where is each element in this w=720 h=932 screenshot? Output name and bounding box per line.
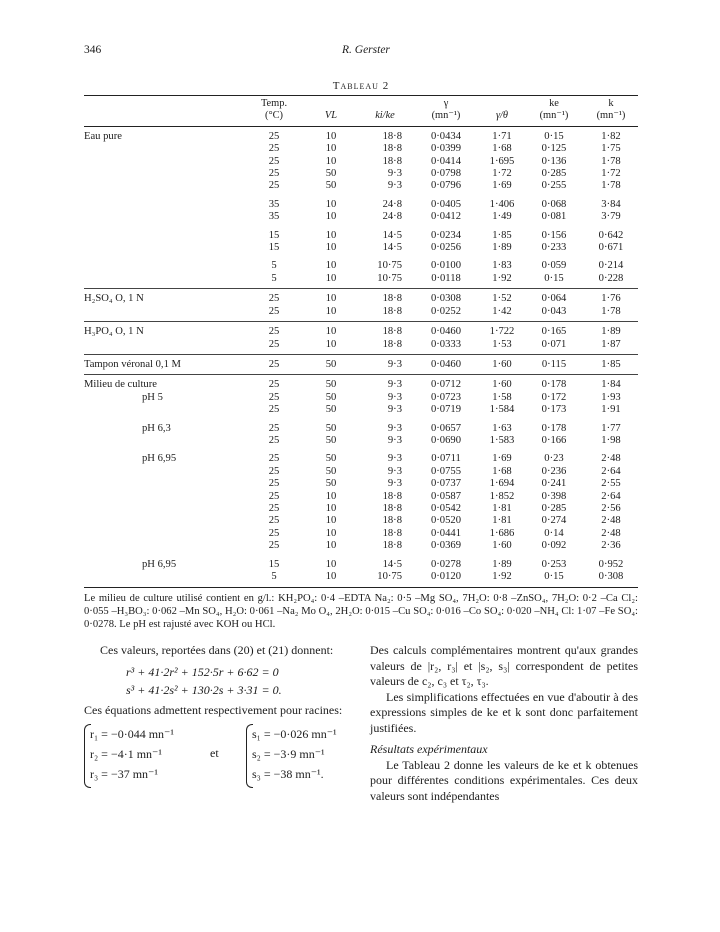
- section-title: Résultats expérimentaux: [370, 742, 488, 756]
- ratio-cell: 24·8: [382, 211, 402, 223]
- vl-cell: 10: [325, 293, 337, 305]
- sub-label: pH 5: [142, 391, 163, 403]
- vl-header: VL: [324, 110, 338, 122]
- ratio-cell: 24·8: [382, 198, 402, 210]
- gamma-theta-cell: 1·60: [492, 358, 512, 370]
- k-unit: (mn⁻¹): [596, 110, 626, 122]
- ratio-cell: 9·3: [387, 379, 402, 391]
- k-header: k: [608, 98, 614, 109]
- k-cell: 2·36: [601, 540, 621, 552]
- group-label: H₃PO₄ O, 1 N: [84, 326, 144, 338]
- group-label: Milieu de culture: [84, 379, 157, 391]
- temp-cell: 25: [268, 293, 280, 305]
- k-cell: 2·48: [601, 515, 621, 527]
- ratio-cell: 18·8: [382, 293, 402, 305]
- k-cell: 3·79: [601, 211, 621, 223]
- table-row: [84, 435, 638, 447]
- r2-root: r₂ = −4·1 mn⁻¹: [90, 747, 162, 761]
- ratio-cell: 9·3: [387, 404, 402, 416]
- temp-cell: 25: [268, 338, 280, 350]
- vl-cell: 10: [325, 305, 337, 317]
- ke-cell: 0·125: [541, 143, 567, 155]
- k-cell: 0·642: [598, 229, 624, 241]
- temp-cell: 25: [268, 502, 280, 514]
- vl-cell: 10: [325, 338, 337, 350]
- k-cell: 1·75: [601, 143, 621, 155]
- table-row: [84, 339, 638, 351]
- ke-cell: 0·136: [541, 155, 567, 167]
- k-cell: 1·78: [601, 305, 621, 317]
- page-header: [0, 44, 720, 60]
- gamma-theta-cell: 1·53: [492, 338, 512, 350]
- equation-s: s³ + 41·2s² + 130·2s + 3·31 = 0.: [126, 683, 282, 697]
- ratio-header: ki/ke: [375, 110, 395, 122]
- gamma-cell: 0·0542: [430, 502, 461, 514]
- k-cell: 1·98: [601, 434, 621, 446]
- data-table: [84, 98, 638, 588]
- k-cell: 3·84: [601, 198, 621, 210]
- k-cell: 1·72: [601, 168, 621, 180]
- ke-cell: 0·064: [541, 293, 567, 305]
- k-cell: 1·76: [601, 293, 621, 305]
- table-row: [84, 143, 638, 155]
- ke-cell: 0·15: [544, 272, 564, 284]
- s2-root: s₂ = −3·9 mn⁻¹: [252, 747, 325, 761]
- ratio-cell: 9·3: [387, 453, 402, 465]
- table-footnote: Le milieu de culture utilisé contient en g/l.: KH₂PO₄: 0·4 –EDTA Na₂: 0·5 –Mg SO₄, 7H₂O: 0·8 –ZnSO₄, 7H₂O: 0·2 –Ca Cl₂: 0·055 –H₃BO₃: 0·062 –Mn SO₄, H₂O: 0·061 –Na₂ Mo O₄, 2H₂O: 0·015 –Cu SO₄: 0·016 –Co SO₄: 0·020 –NH₄ Cl: 1·07 –Fe SO₄: 0·0278. Le pH est rajusté avec KOH ou HCl.: [84, 593, 638, 630]
- ratio-cell: 10·75: [377, 272, 402, 284]
- gamma-cell: 0·0737: [430, 478, 461, 490]
- gamma-unit: (mn⁻¹): [431, 110, 461, 122]
- ke-header: ke: [549, 98, 559, 109]
- vl-cell: 10: [325, 143, 337, 155]
- gamma-theta-cell: 1·63: [492, 422, 512, 434]
- vl-cell: 10: [325, 260, 337, 272]
- gamma-cell: 0·0308: [430, 293, 461, 305]
- gamma-cell: 0·0690: [430, 434, 461, 446]
- k-cell: 0·308: [598, 571, 624, 582]
- temp-cell: 5: [271, 571, 277, 582]
- temp-cell: 5: [271, 272, 277, 284]
- k-cell: 1·78: [601, 180, 621, 192]
- temp-cell: 25: [268, 465, 280, 477]
- ke-cell: 0·253: [541, 558, 567, 570]
- k-cell: 2·64: [601, 490, 621, 502]
- temp-cell: 25: [268, 490, 280, 502]
- table-row: [84, 131, 638, 143]
- temp-cell: 25: [268, 168, 280, 180]
- gamma-cell: 0·0434: [430, 130, 461, 142]
- ratio-cell: 14·5: [382, 242, 402, 254]
- gamma-cell: 0·0796: [430, 180, 461, 192]
- gamma-theta-cell: 1·695: [489, 155, 515, 167]
- table-row: [84, 168, 638, 180]
- gamma-theta-cell: 1·72: [492, 168, 512, 180]
- ke-cell: 0·274: [541, 515, 567, 527]
- ratio-cell: 18·8: [382, 502, 402, 514]
- temp-cell: 25: [268, 326, 280, 338]
- ke-cell: 0·115: [541, 358, 567, 370]
- s3-root: s₃ = −38 mn⁻¹.: [252, 767, 324, 781]
- intro-paragraph: Ces valeurs, reportées dans (20) et (21) donnent:: [100, 643, 334, 657]
- gamma-cell: 0·0520: [430, 515, 461, 527]
- k-cell: 0·228: [598, 272, 624, 284]
- sub-label: pH 6,3: [142, 422, 171, 434]
- gamma-theta-cell: 1·406: [489, 198, 515, 210]
- header-row-1: [84, 98, 638, 110]
- ke-cell: 0·173: [541, 404, 567, 416]
- gamma-header: γ: [443, 98, 449, 109]
- temp-cell: 35: [268, 198, 280, 210]
- gamma-cell: 0·0369: [430, 540, 461, 552]
- vl-cell: 50: [325, 465, 337, 477]
- ratio-cell: 18·8: [382, 130, 402, 142]
- temp-header: Temp.: [260, 98, 288, 109]
- table-row: [84, 273, 638, 285]
- table-row: [84, 326, 638, 338]
- gamma-cell: 0·0587: [430, 490, 461, 502]
- table-row: [84, 453, 638, 465]
- gamma-theta-cell: 1·89: [492, 242, 512, 254]
- ratio-cell: 9·3: [387, 168, 402, 180]
- vl-cell: 10: [325, 242, 337, 254]
- temp-unit: (°C): [264, 110, 283, 122]
- vl-cell: 10: [325, 272, 337, 284]
- vl-cell: 10: [325, 211, 337, 223]
- vl-cell: 50: [325, 478, 337, 490]
- table-row: [84, 211, 638, 223]
- gamma-theta-header: γ/θ: [495, 110, 509, 122]
- table-row: [84, 404, 638, 416]
- paragraph-3: Le Tableau 2 donne les valeurs de ke et k obtenues pour différentes conditions expérimentales. Ces deux valeurs sont indépendantes: [370, 757, 638, 803]
- ratio-cell: 9·3: [387, 465, 402, 477]
- gamma-theta-cell: 1·92: [492, 571, 512, 582]
- vl-cell: 10: [325, 515, 337, 527]
- vl-cell: 50: [325, 434, 337, 446]
- vl-cell: 10: [325, 571, 337, 582]
- group-label: H₂SO₄ O, 1 N: [84, 293, 144, 305]
- k-cell: 1·84: [601, 379, 621, 391]
- k-cell: 1·93: [601, 391, 621, 403]
- gamma-cell: 0·0405: [430, 198, 461, 210]
- k-cell: 1·91: [601, 404, 621, 416]
- k-cell: 1·85: [601, 358, 621, 370]
- sub-label: pH 6,95: [142, 453, 177, 465]
- temp-cell: 25: [268, 358, 280, 370]
- gamma-theta-cell: 1·852: [489, 490, 515, 502]
- table-row: [84, 571, 638, 583]
- k-cell: 2·55: [601, 478, 621, 490]
- table-row: [84, 466, 638, 478]
- vl-cell: 10: [325, 527, 337, 539]
- table-row: [84, 180, 638, 192]
- gamma-cell: 0·0118: [431, 272, 461, 284]
- gamma-theta-cell: 1·584: [489, 404, 515, 416]
- gamma-theta-cell: 1·85: [492, 229, 512, 241]
- ratio-cell: 9·3: [387, 180, 402, 192]
- ratio-cell: 14·5: [382, 558, 402, 570]
- table-row: [84, 379, 638, 391]
- vl-cell: 10: [325, 229, 337, 241]
- page-number: 346: [84, 44, 102, 56]
- gamma-cell: 0·0252: [430, 305, 461, 317]
- ratio-cell: 18·8: [382, 326, 402, 338]
- k-cell: 0·214: [598, 260, 624, 272]
- ke-cell: 0·071: [541, 338, 567, 350]
- table-row: [84, 491, 638, 503]
- gamma-cell: 0·0657: [430, 422, 461, 434]
- table-row: [84, 199, 638, 211]
- ke-cell: 0·043: [541, 305, 567, 317]
- gamma-theta-cell: 1·68: [492, 143, 512, 155]
- vl-cell: 50: [325, 168, 337, 180]
- gamma-theta-cell: 1·81: [492, 502, 512, 514]
- vl-cell: 10: [325, 326, 337, 338]
- ke-cell: 0·178: [541, 379, 567, 391]
- gamma-theta-cell: 1·60: [492, 540, 512, 552]
- ke-cell: 0·233: [541, 242, 567, 254]
- k-cell: 2·56: [601, 502, 621, 514]
- gamma-cell: 0·0441: [430, 527, 461, 539]
- temp-cell: 25: [268, 478, 280, 490]
- gamma-cell: 0·0798: [430, 168, 461, 180]
- gamma-theta-cell: 1·58: [492, 391, 512, 403]
- table-row: [84, 423, 638, 435]
- temp-cell: 25: [268, 143, 280, 155]
- temp-cell: 35: [268, 211, 280, 223]
- gamma-theta-cell: 1·583: [489, 434, 515, 446]
- temp-cell: 25: [268, 540, 280, 552]
- vl-cell: 10: [325, 502, 337, 514]
- table-row: [84, 478, 638, 490]
- gamma-cell: 0·0460: [430, 326, 461, 338]
- roots-intro: Ces équations admettent respectivement pour racines:: [84, 702, 343, 717]
- gamma-theta-cell: 1·69: [492, 180, 512, 192]
- gamma-cell: 0·0414: [430, 155, 461, 167]
- paragraph-2: Les simplifications effectuées en vue d'aboutir à des expressions simples de ke et k sont donc parfaitement justifiées.: [370, 689, 638, 735]
- table-row: [84, 515, 638, 527]
- gamma-cell: 0·0719: [430, 404, 461, 416]
- gamma-theta-cell: 1·49: [492, 211, 512, 223]
- ratio-cell: 18·8: [382, 490, 402, 502]
- table-row: [84, 306, 638, 318]
- ratio-cell: 18·8: [382, 527, 402, 539]
- temp-cell: 15: [268, 229, 280, 241]
- ke-cell: 0·398: [541, 490, 567, 502]
- left-column: [84, 643, 352, 790]
- temp-cell: 25: [268, 404, 280, 416]
- gamma-cell: 0·0120: [430, 571, 461, 582]
- gamma-theta-cell: 1·69: [492, 453, 512, 465]
- gamma-theta-cell: 1·722: [489, 326, 515, 338]
- ke-cell: 0·166: [541, 434, 567, 446]
- ke-cell: 0·178: [541, 422, 567, 434]
- ke-cell: 0·14: [544, 527, 564, 539]
- temp-cell: 25: [268, 155, 280, 167]
- gamma-theta-cell: 1·60: [492, 379, 512, 391]
- table-row: [84, 230, 638, 242]
- ke-cell: 0·081: [541, 211, 567, 223]
- temp-cell: 15: [268, 242, 280, 254]
- vl-cell: 50: [325, 391, 337, 403]
- temp-cell: 15: [268, 558, 280, 570]
- k-cell: 1·89: [601, 326, 621, 338]
- k-cell: 2·48: [601, 453, 621, 465]
- ke-cell: 0·23: [544, 453, 564, 465]
- group-label: Tampon véronal 0,1 M: [84, 358, 181, 370]
- ke-cell: 0·236: [541, 465, 567, 477]
- ratio-cell: 18·8: [382, 305, 402, 317]
- ratio-cell: 18·8: [382, 143, 402, 155]
- temp-cell: 25: [268, 434, 280, 446]
- table-row: [84, 540, 638, 552]
- vl-cell: 10: [325, 130, 337, 142]
- ratio-cell: 18·8: [382, 338, 402, 350]
- gamma-cell: 0·0333: [430, 338, 461, 350]
- temp-cell: 25: [268, 391, 280, 403]
- gamma-cell: 0·0712: [430, 379, 461, 391]
- ke-cell: 0·285: [541, 502, 567, 514]
- gamma-cell: 0·0755: [430, 465, 461, 477]
- r-roots: [90, 724, 174, 784]
- group-label: Eau pure: [84, 130, 122, 142]
- table-row: [84, 392, 638, 404]
- gamma-cell: 0·0278: [430, 558, 461, 570]
- table-row: [84, 260, 638, 272]
- k-cell: 0·952: [598, 558, 624, 570]
- vl-cell: 10: [325, 540, 337, 552]
- gamma-theta-cell: 1·52: [492, 293, 512, 305]
- ke-cell: 0·059: [541, 260, 567, 272]
- ke-cell: 0·156: [541, 229, 567, 241]
- ke-cell: 0·15: [544, 130, 564, 142]
- vl-cell: 50: [325, 358, 337, 370]
- vl-cell: 10: [325, 558, 337, 570]
- gamma-cell: 0·0711: [431, 453, 461, 465]
- k-cell: 2·64: [601, 465, 621, 477]
- k-cell: 0·671: [598, 242, 624, 254]
- s1-root: s₁ = −0·026 mn⁻¹: [252, 727, 337, 741]
- gamma-theta-cell: 1·81: [492, 515, 512, 527]
- table-row: [84, 528, 638, 540]
- temp-cell: 25: [268, 515, 280, 527]
- gamma-cell: 0·0460: [430, 358, 461, 370]
- gamma-cell: 0·0100: [430, 260, 461, 272]
- temp-cell: 25: [268, 453, 280, 465]
- running-author: R. Gerster: [342, 44, 390, 56]
- ratio-cell: 10·75: [377, 571, 402, 582]
- temp-cell: 25: [268, 130, 280, 142]
- temp-cell: 25: [268, 527, 280, 539]
- vl-cell: 50: [325, 453, 337, 465]
- table-row: [84, 359, 638, 371]
- ke-cell: 0·068: [541, 198, 567, 210]
- sub-label: pH 6,95: [142, 558, 177, 570]
- table-row: [84, 559, 638, 571]
- table-row: [84, 503, 638, 515]
- k-cell: 2·48: [601, 527, 621, 539]
- vl-cell: 10: [325, 198, 337, 210]
- ratio-cell: 9·3: [387, 434, 402, 446]
- ratio-cell: 9·3: [387, 391, 402, 403]
- vl-cell: 50: [325, 379, 337, 391]
- ratio-cell: 18·8: [382, 540, 402, 552]
- ke-cell: 0·241: [541, 478, 567, 490]
- roots-block: [84, 724, 352, 790]
- table-row: [84, 156, 638, 168]
- ratio-cell: 9·3: [387, 422, 402, 434]
- temp-cell: 25: [268, 422, 280, 434]
- gamma-cell: 0·0256: [430, 242, 461, 254]
- temp-cell: 25: [268, 305, 280, 317]
- gamma-theta-cell: 1·92: [492, 272, 512, 284]
- right-column: [370, 643, 638, 804]
- ratio-cell: 18·8: [382, 515, 402, 527]
- gamma-theta-cell: 1·694: [489, 478, 515, 490]
- vl-cell: 50: [325, 404, 337, 416]
- gamma-theta-cell: 1·71: [492, 130, 512, 142]
- paragraph-1: Des calculs complémentaires montrent qu'aux grandes valeurs de |r₂, r₃| et |s₂, s₃| correspondent de petites valeurs de c₂, c₃ et τ₂, τ₃.: [370, 643, 638, 688]
- ratio-cell: 9·3: [387, 478, 402, 490]
- k-cell: 1·78: [601, 155, 621, 167]
- ke-cell: 0·15: [544, 571, 564, 582]
- ke-cell: 0·092: [541, 540, 567, 552]
- ratio-cell: 10·75: [377, 260, 402, 272]
- k-cell: 1·77: [601, 422, 621, 434]
- ratio-cell: 18·8: [382, 155, 402, 167]
- temp-cell: 25: [268, 180, 280, 192]
- table-top-rule: [84, 95, 638, 96]
- gamma-theta-cell: 1·42: [492, 305, 512, 317]
- s-roots: [252, 724, 337, 784]
- gamma-cell: 0·0399: [430, 143, 461, 155]
- ke-cell: 0·285: [541, 168, 567, 180]
- table-row: [84, 293, 638, 305]
- vl-cell: 10: [325, 490, 337, 502]
- ratio-cell: 14·5: [382, 229, 402, 241]
- et-word: et: [210, 746, 219, 760]
- vl-cell: 10: [325, 155, 337, 167]
- vl-cell: 50: [325, 180, 337, 192]
- ke-cell: 0·255: [541, 180, 567, 192]
- gamma-cell: 0·0234: [430, 229, 461, 241]
- table-caption: Tableau 2: [332, 80, 390, 92]
- gamma-theta-cell: 1·686: [489, 527, 515, 539]
- vl-cell: 50: [325, 422, 337, 434]
- table-row: [84, 242, 638, 254]
- gamma-cell: 0·0412: [430, 211, 461, 223]
- ke-unit: (mn⁻¹): [539, 110, 569, 122]
- ke-cell: 0·172: [541, 391, 567, 403]
- r1-root: r₁ = −0·044 mn⁻¹: [90, 727, 174, 741]
- gamma-cell: 0·0723: [430, 391, 461, 403]
- ke-cell: 0·165: [541, 326, 567, 338]
- gamma-theta-cell: 1·68: [492, 465, 512, 477]
- k-cell: 1·87: [601, 338, 621, 350]
- temp-cell: 25: [268, 379, 280, 391]
- gamma-theta-cell: 1·89: [492, 558, 512, 570]
- equation-r: r³ + 41·2r² + 152·5r + 6·62 = 0: [126, 664, 279, 679]
- temp-cell: 5: [271, 260, 277, 272]
- header-row-2: [84, 110, 638, 122]
- gamma-theta-cell: 1·83: [492, 260, 512, 272]
- ratio-cell: 9·3: [387, 358, 402, 370]
- k-cell: 1·82: [601, 130, 621, 142]
- r3-root: r₃ = −37 mn⁻¹: [90, 767, 158, 781]
